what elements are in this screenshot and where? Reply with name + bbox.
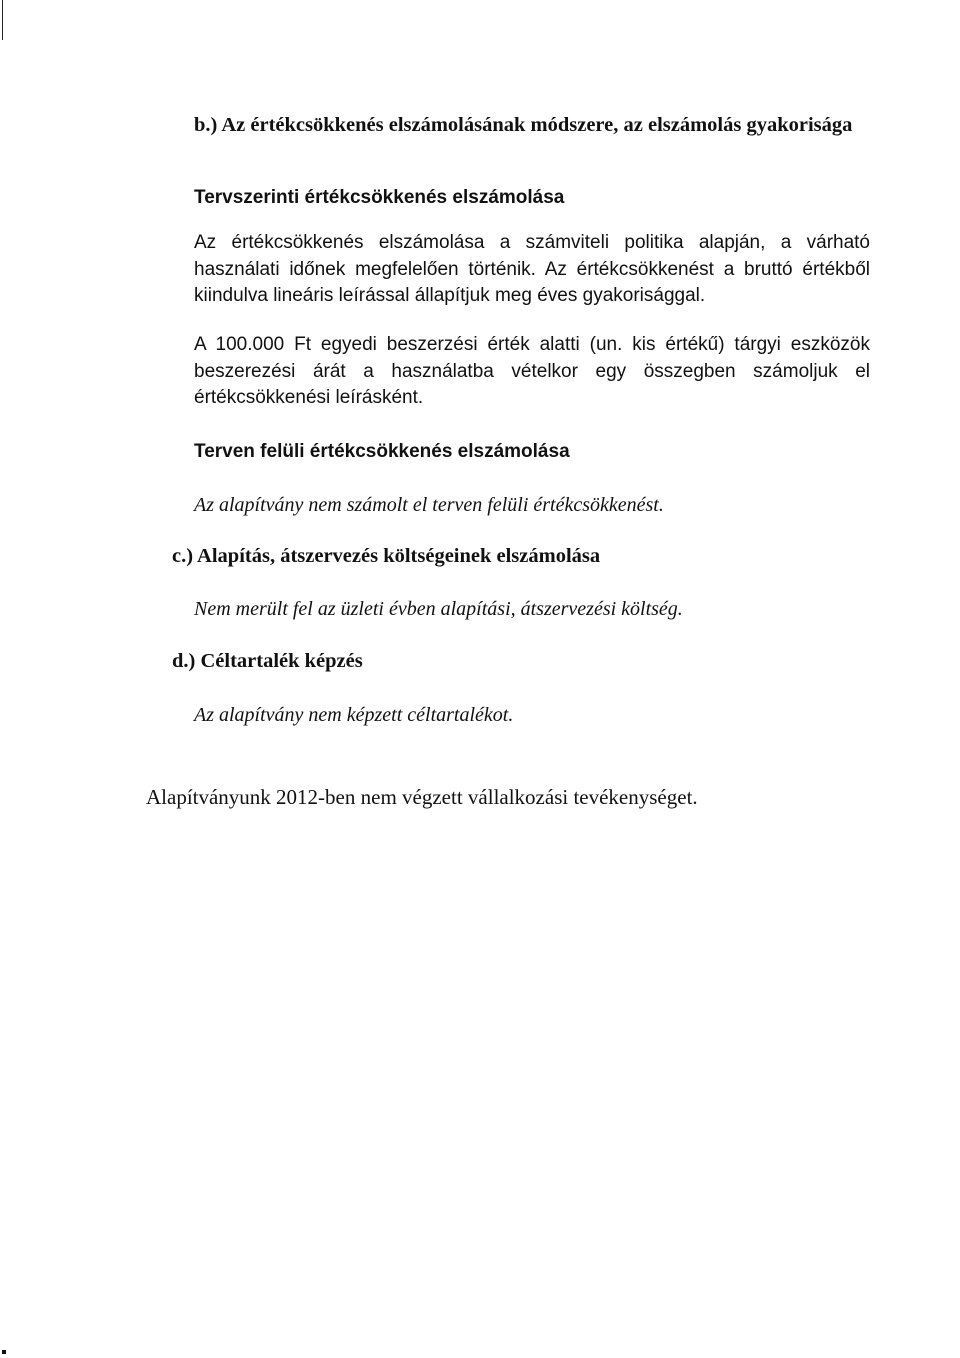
section-c-heading: c.) Alapítás, átszervezés költségeinek elszámolása (172, 545, 601, 567)
section-b-subheading: Tervszerinti értékcsökkenés elszámolása (194, 187, 565, 208)
section-d-heading: d.) Céltartalék képzés (172, 650, 363, 672)
section-b-heading: b.) Az értékcsökkenés elszámolásának módszere, az elszámolás gyakorisága (194, 114, 853, 136)
section-b-subheading-2: Terven felüli értékcsökkenés elszámolása (194, 441, 570, 462)
section-b-paragraph-2: A 100.000 Ft egyedi beszerzési érték alatti (un. kis értékű) tárgyi eszközök beszerezési árát a használatba vételkor egy összegben számoljuk el értékcsökkenési leírásként. (194, 334, 870, 408)
scan-edge-mark (2, 0, 3, 40)
scan-corner-mark (2, 1350, 6, 1354)
section-d-italic-note: Az alapítvány nem képzett céltartalékot. (194, 704, 514, 726)
closing-statement: Alapítványunk 2012-ben nem végzett vállalkozási tevékenységet. (146, 785, 698, 809)
section-c-italic-note: Nem merült fel az üzleti évben alapítási, átszervezési költség. (194, 598, 683, 620)
section-b-paragraph-1: Az értékcsökkenés elszámolása a számviteli politika alapján, a várható használati időnek megfelelően történik. Az értékcsökkenést a bruttó értékből kiindulva lineáris leírással állapítjuk meg éves gyakorisággal. (194, 232, 870, 306)
section-b-italic-note: Az alapítvány nem számolt el terven felüli értékcsökkenést. (194, 494, 664, 516)
